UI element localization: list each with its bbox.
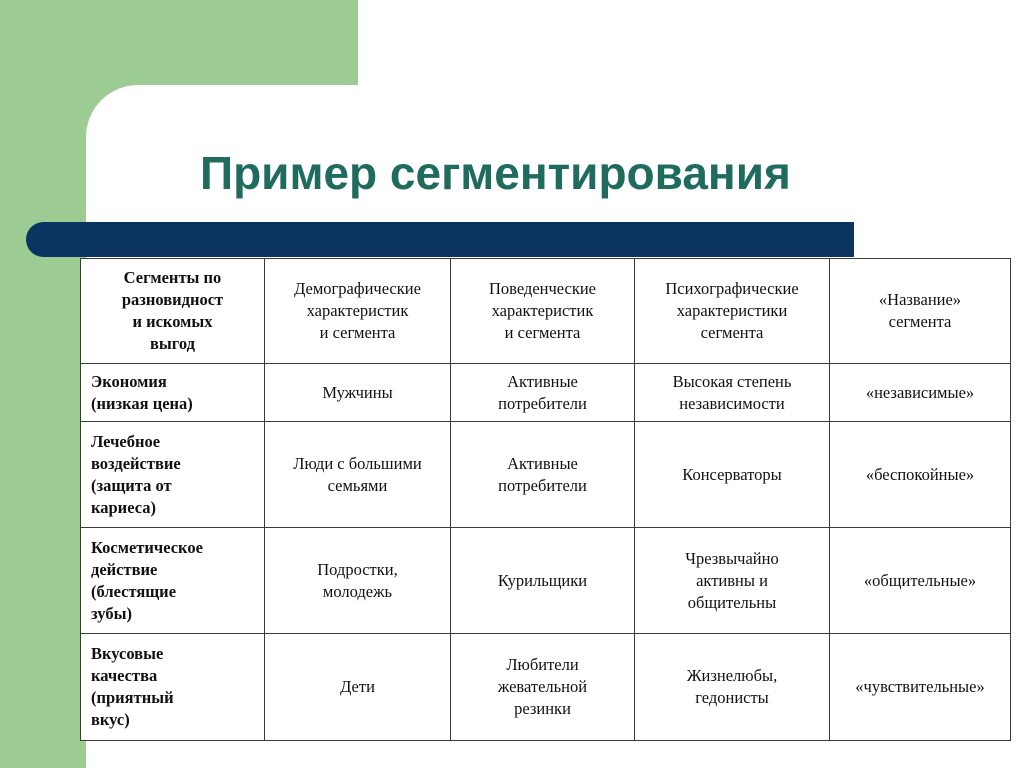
cell-text: Мужчины <box>322 382 393 402</box>
cell-text: Активные потребители <box>498 453 587 495</box>
table-cell <box>830 422 1011 528</box>
cell-text: «чувствительные» <box>855 677 985 696</box>
table-header-row <box>81 259 1011 364</box>
table-row <box>81 422 1011 528</box>
cell-text: «общительные» <box>863 570 977 590</box>
header-text: Поведенческие характеристик и сегмента <box>488 279 597 342</box>
cell-text: Экономия (низкая цена) <box>91 371 193 413</box>
table-header-cell <box>830 259 1011 364</box>
cell-text: «беспокойные» <box>865 464 975 484</box>
cell-text: Консерваторы <box>682 464 782 484</box>
table-header-cell <box>635 259 830 364</box>
cell-text: Вкусовые качества (приятный вкус) <box>91 644 174 729</box>
table-row <box>81 364 1011 422</box>
decorative-navy-bar <box>26 222 854 257</box>
cell-text: Чрезвычайно активны и общительны <box>685 548 779 612</box>
row-header-cell <box>81 364 265 422</box>
table-cell <box>830 528 1011 634</box>
table-cell <box>451 528 635 634</box>
cell-text: Любители жевательной резинки <box>497 655 588 718</box>
cell-text: Дети <box>340 677 375 696</box>
cell-text: Лечебное воздействие (защита от кариеса) <box>91 431 181 517</box>
slide-title: Пример сегментирования <box>200 147 791 199</box>
row-header-cell <box>81 422 265 528</box>
table-cell <box>635 364 830 422</box>
table-cell <box>635 528 830 634</box>
header-text: Демографические характеристик и сегмента <box>294 279 421 342</box>
table-cell <box>451 364 635 422</box>
row-header-cell <box>81 528 265 634</box>
header-text: «Название» сегмента <box>878 290 962 331</box>
table-cell <box>635 422 830 528</box>
cell-text: Жизнелюбы, гедонисты <box>686 666 778 707</box>
segmentation-table <box>80 258 1011 741</box>
table-header-cell <box>81 259 265 364</box>
table-cell <box>830 634 1011 741</box>
cell-text: «независимые» <box>865 382 975 402</box>
table-cell <box>265 528 451 634</box>
table-cell <box>265 634 451 741</box>
table-cell <box>451 634 635 741</box>
cell-text: Курильщики <box>497 570 588 590</box>
cell-text: Люди с большими семьями <box>293 453 422 495</box>
cell-text: Высокая степень независимости <box>672 371 792 413</box>
cell-text: Подростки, молодежь <box>317 559 398 601</box>
table-header-cell <box>451 259 635 364</box>
table-cell <box>265 364 451 422</box>
decorative-white-top <box>358 0 1024 86</box>
cell-text: Косметическое действие (блестящие зубы) <box>91 537 203 623</box>
table-header-cell <box>265 259 451 364</box>
header-text: Сегменты по разновидност и искомых выгод <box>121 268 224 353</box>
table-cell <box>830 364 1011 422</box>
cell-text: Активные потребители <box>498 371 587 413</box>
table-cell <box>265 422 451 528</box>
table-cell <box>635 634 830 741</box>
table-cell <box>451 422 635 528</box>
table-row <box>81 528 1011 634</box>
table-row <box>81 634 1011 741</box>
header-text: Психографические характеристики сегмента <box>665 279 799 342</box>
row-header-cell <box>81 634 265 741</box>
